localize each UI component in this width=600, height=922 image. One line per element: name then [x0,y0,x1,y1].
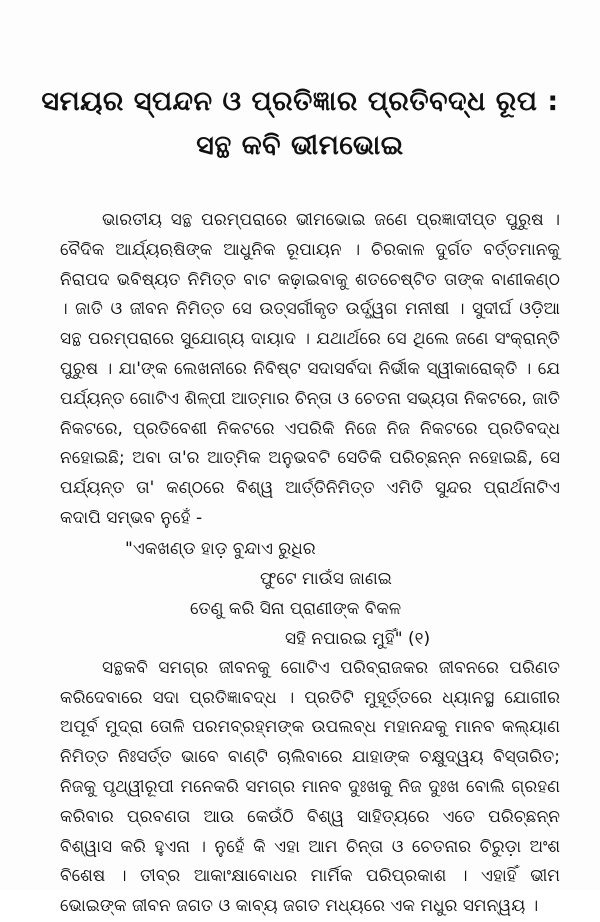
title-line-1: ସମୟର ସ୍ପନ୍ଦନ ଓ ପ୍ରତିଜ୍ଞାର ପ୍ରତିବଦ୍ଧ ରୂପ : [41,86,559,117]
verse-line-2: ଫୁଟେ ମାଉଁସ ଜାଣଇ [260,568,392,589]
title-line-2: ସନ୍ଥ କବି ଭୀମଭୋଇ [196,130,404,161]
verse-line-4: ସହି ନପାରଇ ମୁହିଁ" (୧) [285,628,431,649]
verse-quote [60,534,560,654]
verse-line-3: ତେଣୁ କରି ସିନା ପ୍ରାଣୀଙ୍କ ବିକଳ [190,598,402,619]
body-text [60,206,560,922]
paragraph-1: ଭାରତୀୟ ସନ୍ଥ ପରମ୍ପରାରେ ଭୀମଭୋଇ ଜଣେ ପ୍ରଜ୍ଞାଦୀପ୍ତ ପୁରୁଷ । ବୈଦିକ ଆର୍ଯ୍ୟଋଷିଙ୍କ ଆଧୁନିକ ରୂପାୟନ । ଚିରକାଳ ଦୁର୍ଗତ ବର୍ତ୍ତମାନକୁ ନିରାପଦ ଭବିଷ୍ୟତ ନିମିତ୍ତ ବାଟ କଢ଼ାଇବାକୁ ଶତଚେଷ୍ଟିତ ତାଙ୍କ ବାଣୀକଣ୍ଠ । ଜାତି ଓ ଜୀବନ ନିମିତ୍ତ ସେ ଉତ୍ସର୍ଗୀକୃତ ଉର୍ଦ୍ଧ୍ୱଗ ମନୀଷୀ । ସୁଦୀର୍ଘ ଓଡ଼ିଆ ସନ୍ଥ ପରମ୍ପରାରେ ସୁଯୋଗ୍ୟ ଦାୟାଦ । ଯଥାର୍ଥରେ ସେ ଥିଲେ ଜଣେ ସଂକ୍ରାନ୍ତି ପୁରୁଷ । ଯା'ଙ୍କ ଲେଖନୀରେ ନିବିଷ୍ଟ ସଦାସର୍ବଦା ନିର୍ଭୀକ ସ୍ୱୀକାରୋକ୍ତି । ଯେ ପର୍ଯ୍ୟନ୍ତ ଗୋଟିଏ ଶିଳ୍ପୀ ଆତ୍ମାର ଚିନ୍ତା ଓ ଚେତନା ସଭ୍ୟତା ନିକଟରେ, ଜାତି ନିକଟରେ, ପ୍ରତିବେଶୀ ନିକଟରେ ଏପରିକି ନିଜେ ନିଜ ନିକଟରେ ପ୍ରତିବଦ୍ଧ ନହୋଇଛି; ଅବା ତା'ର ଆତ୍ମିକ ଅନୁଭବଟି ସେତିକି ପରିଚ୍ଛନ୍ନ ନହୋଇଛି, ସେ ପର୍ଯ୍ୟନ୍ତ ତା' କଣ୍ଠରେ ବିଶ୍ୱ ଆର୍ତ୍ତିନିମିତ୍ତ ଏମିତି ସୁନ୍ଦର ପ୍ରାର୍ଥନାଟିଏ କଦାପି ସମ୍ଭବ ନୁହେଁ - [60,210,560,528]
paragraph-2: ସନ୍ଥକବି ସମଗ୍ର ଜୀବନକୁ ଗୋଟିଏ ପରିବ୍ରାଜକର ଜୀବନରେ ପରିଣତ କରିଦେବାରେ ସଦା ପ୍ରତିଜ୍ଞାବଦ୍ଧ । ପ୍ରତିଟି ମୁହୂର୍ତ୍ତରେ ଧ୍ୟାନସ୍ଥ ଯୋଗୀର ଅପୂର୍ବ ମୁଦ୍ରା ତୋଳି ପରମବ୍ରହ୍ମଙ୍କ ଉପଲବ୍ଧ ମହାନନ୍ଦକୁ ମାନବ କଲ୍ୟାଣ ନିମିତ୍ତ ନିଃସର୍ତ୍ତ ଭାବେ ବାଣ୍ଟି ଚାଲିବାରେ ଯାହାଙ୍କ ଚକ୍ଷୁଦ୍ୱୟ ବିସ୍ତାରିତ; ନିଜକୁ ପୃଥ୍ୱୀରୂପୀ ମନେକରି ସମଗ୍ର ମାନବ ଦୁଃଖକୁ ନିଜ ଦୁଃଖ ବୋଲି ଗ୍ରହଣ କରିବାର ପ୍ରବଣତା ଆଉ କେଉଁଠି ବିଶ୍ୱ ସାହିତ୍ୟରେ ଏତେ ପରିଚ୍ଛନ୍ନ ବିଶ୍ୱାସ କରି ହୁଏନା । ନୁହେଁ କି ଏହା ଆମ ଚିନ୍ତା ଓ ଚେତନାର ଚିରୁଡ଼ା ଅଂଶ ବିଶେଷ । ତୀବ୍ର ଆକାଂକ୍ଷାବୋଧର ମାର୍ମିକ ପରିପ୍ରକାଶ । ଏହାହିଁ ଭୀମ ଭୋଇଙ୍କ ଜୀବନ ଜଗତ ଓ କାବ୍ୟ ଜଗତ ମଧ୍ୟରେ ଏକ ମଧୁର ସମନ୍ୱୟ । [60,657,560,917]
verse-line-1: "ଏକଖଣ୍ଡ ହାଡ଼ ବୁନ୍ଦାଏ ରୁଧିର [125,538,316,559]
chapter-title [0,80,600,168]
